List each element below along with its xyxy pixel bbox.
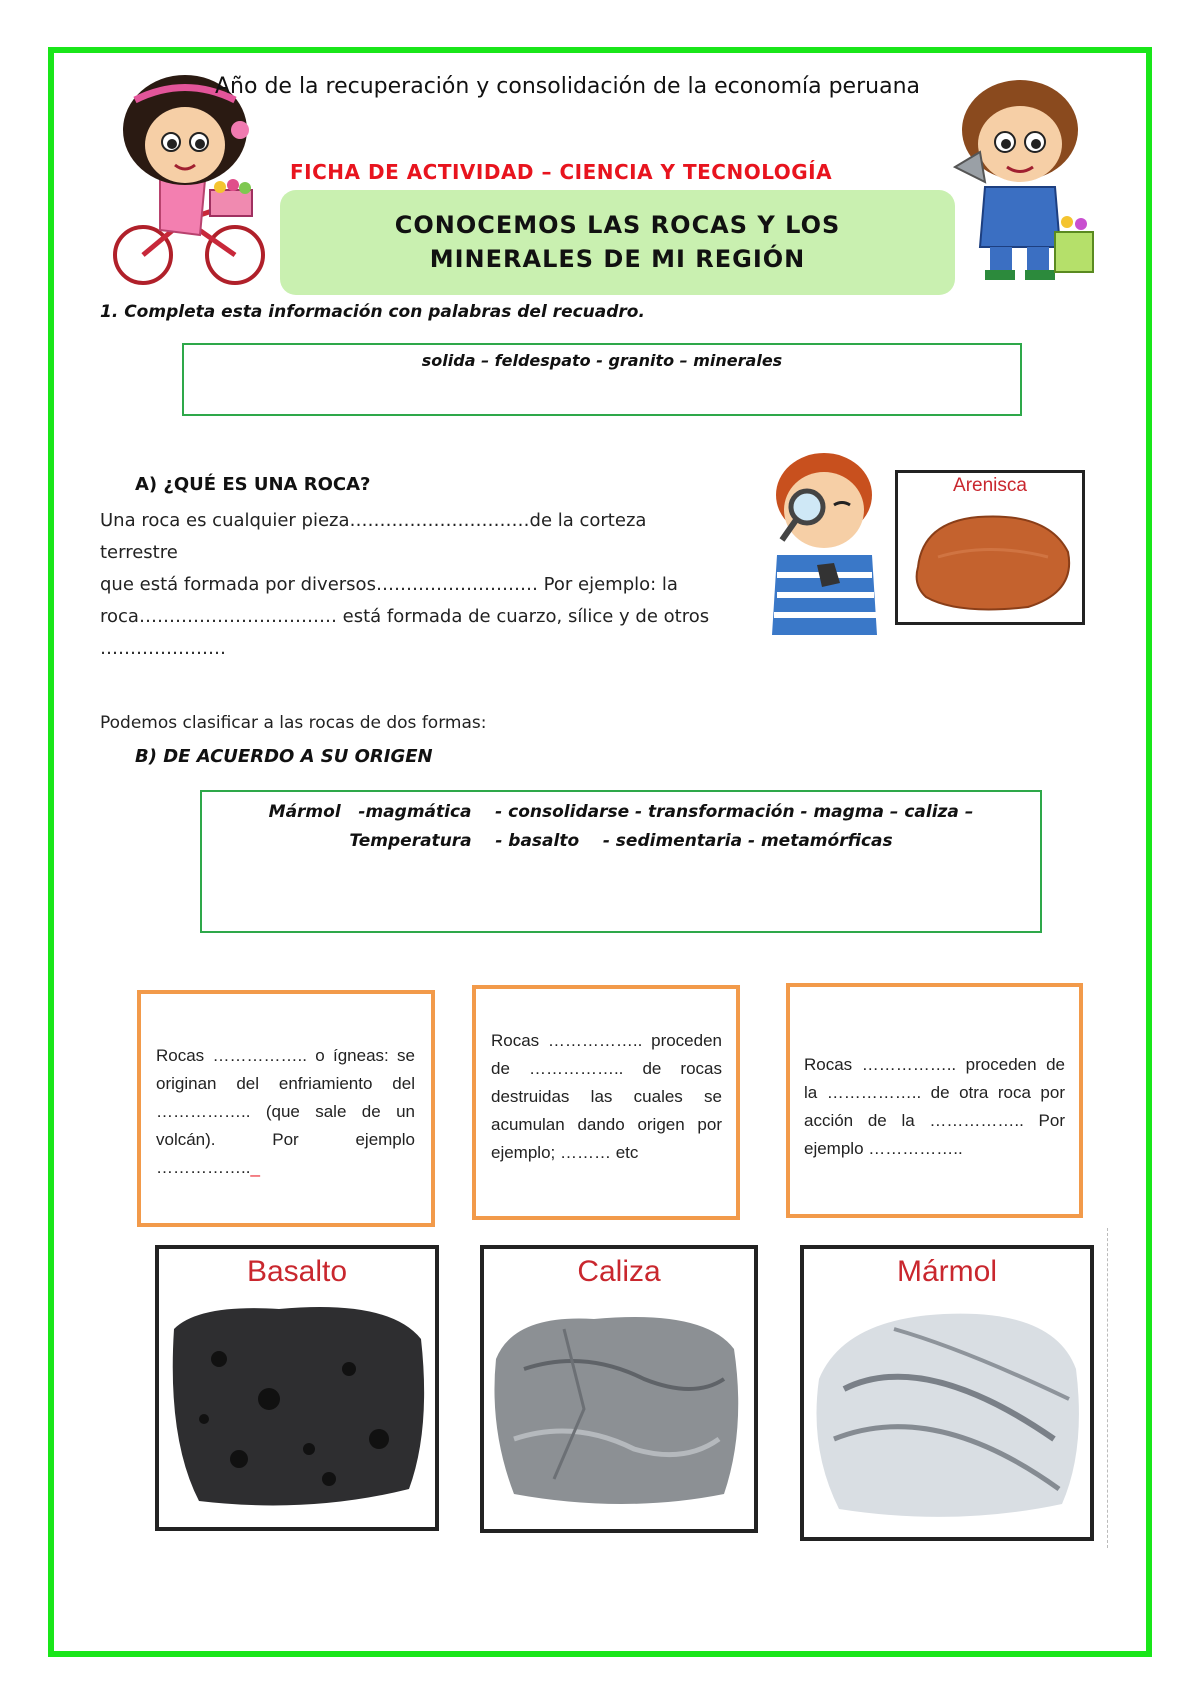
word-bank-2-line-1: Mármol -magmática - consolidarse - transformación - magma – caliza – — [268, 802, 974, 822]
boy-magnifier-illustration — [762, 445, 892, 645]
caliza-label: Caliza — [577, 1255, 661, 1288]
basalto-rock-image — [159, 1289, 435, 1519]
section-a-paragraph — [100, 505, 720, 665]
section-a-line-1: Una roca es cualquier pieza…………………………de la corteza terrestre — [100, 510, 647, 563]
worksheet-title-banner — [280, 190, 955, 295]
title-line-1: CONOCEMOS LAS ROCAS Y LOS — [394, 211, 841, 239]
marmol-photo — [800, 1245, 1094, 1541]
sedimentary-card — [472, 985, 740, 1220]
question-1-prompt: 1. Completa esta información con palabras del recuadro. — [100, 302, 645, 322]
basalto-photo — [155, 1245, 439, 1531]
worksheet-subject-title: FICHA DE ACTIVIDAD – CIENCIA Y TECNOLOGÍA — [290, 160, 833, 184]
caliza-rock-image — [484, 1289, 754, 1519]
arenisca-photo — [895, 470, 1085, 625]
igneous-card-text: Rocas …………….. o ígneas: se originan del enfriamiento del …………….. (que sale de un volcán). Por ejemplo …………….. — [156, 1046, 415, 1177]
marmol-label: Mármol — [896, 1255, 997, 1288]
igneous-card-mark: _ — [250, 1158, 260, 1177]
basalto-label: Basalto — [246, 1255, 348, 1288]
word-bank-box-1 — [182, 343, 1022, 416]
igneous-card — [137, 990, 435, 1227]
margin-dashed-line — [1107, 1228, 1108, 1548]
section-a-line-2: que está formada por diversos……………………… Por ejemplo: la — [100, 574, 678, 595]
sedimentary-card-text: Rocas …………….. proceden de …………….. de rocas destruidas las cuales se acumulan dando origen por ejemplo; ……… etc — [491, 1031, 722, 1162]
section-a-line-3: roca…………………………… está formada de cuarzo, sílice y de otros — [100, 606, 710, 627]
arenisca-rock-image — [898, 497, 1082, 617]
classification-intro: Podemos clasificar a las rocas de dos formas: — [100, 713, 487, 733]
arenisca-label: Arenisca — [953, 475, 1027, 496]
boy-gardening-illustration — [935, 72, 1110, 287]
metamorphic-card-text: Rocas …………….. proceden de la …………….. de otra roca por acción de la …………….. Por ejemplo …………….. — [804, 1055, 1065, 1158]
section-b-heading: B) DE ACUERDO A SU ORIGEN — [135, 746, 433, 767]
word-bank-box-2 — [200, 790, 1042, 933]
metamorphic-card — [786, 983, 1083, 1218]
caliza-photo — [480, 1245, 758, 1533]
girl-bicycle-illustration — [105, 70, 275, 285]
section-a-heading: A) ¿QUÉ ES UNA ROCA? — [135, 474, 371, 495]
word-bank-2-line-2: Temperatura - basalto - sedimentaria - metamórficas — [349, 831, 893, 851]
marmol-rock-image — [804, 1289, 1090, 1529]
word-bank-1-text: solida – feldespato - granito – minerales — [421, 351, 783, 370]
section-a-line-4: ………………… — [100, 638, 226, 659]
title-line-2: MINERALES DE MI REGIÓN — [429, 245, 806, 273]
year-motto: Año de la recuperación y consolidación de la economía peruana — [215, 74, 920, 99]
